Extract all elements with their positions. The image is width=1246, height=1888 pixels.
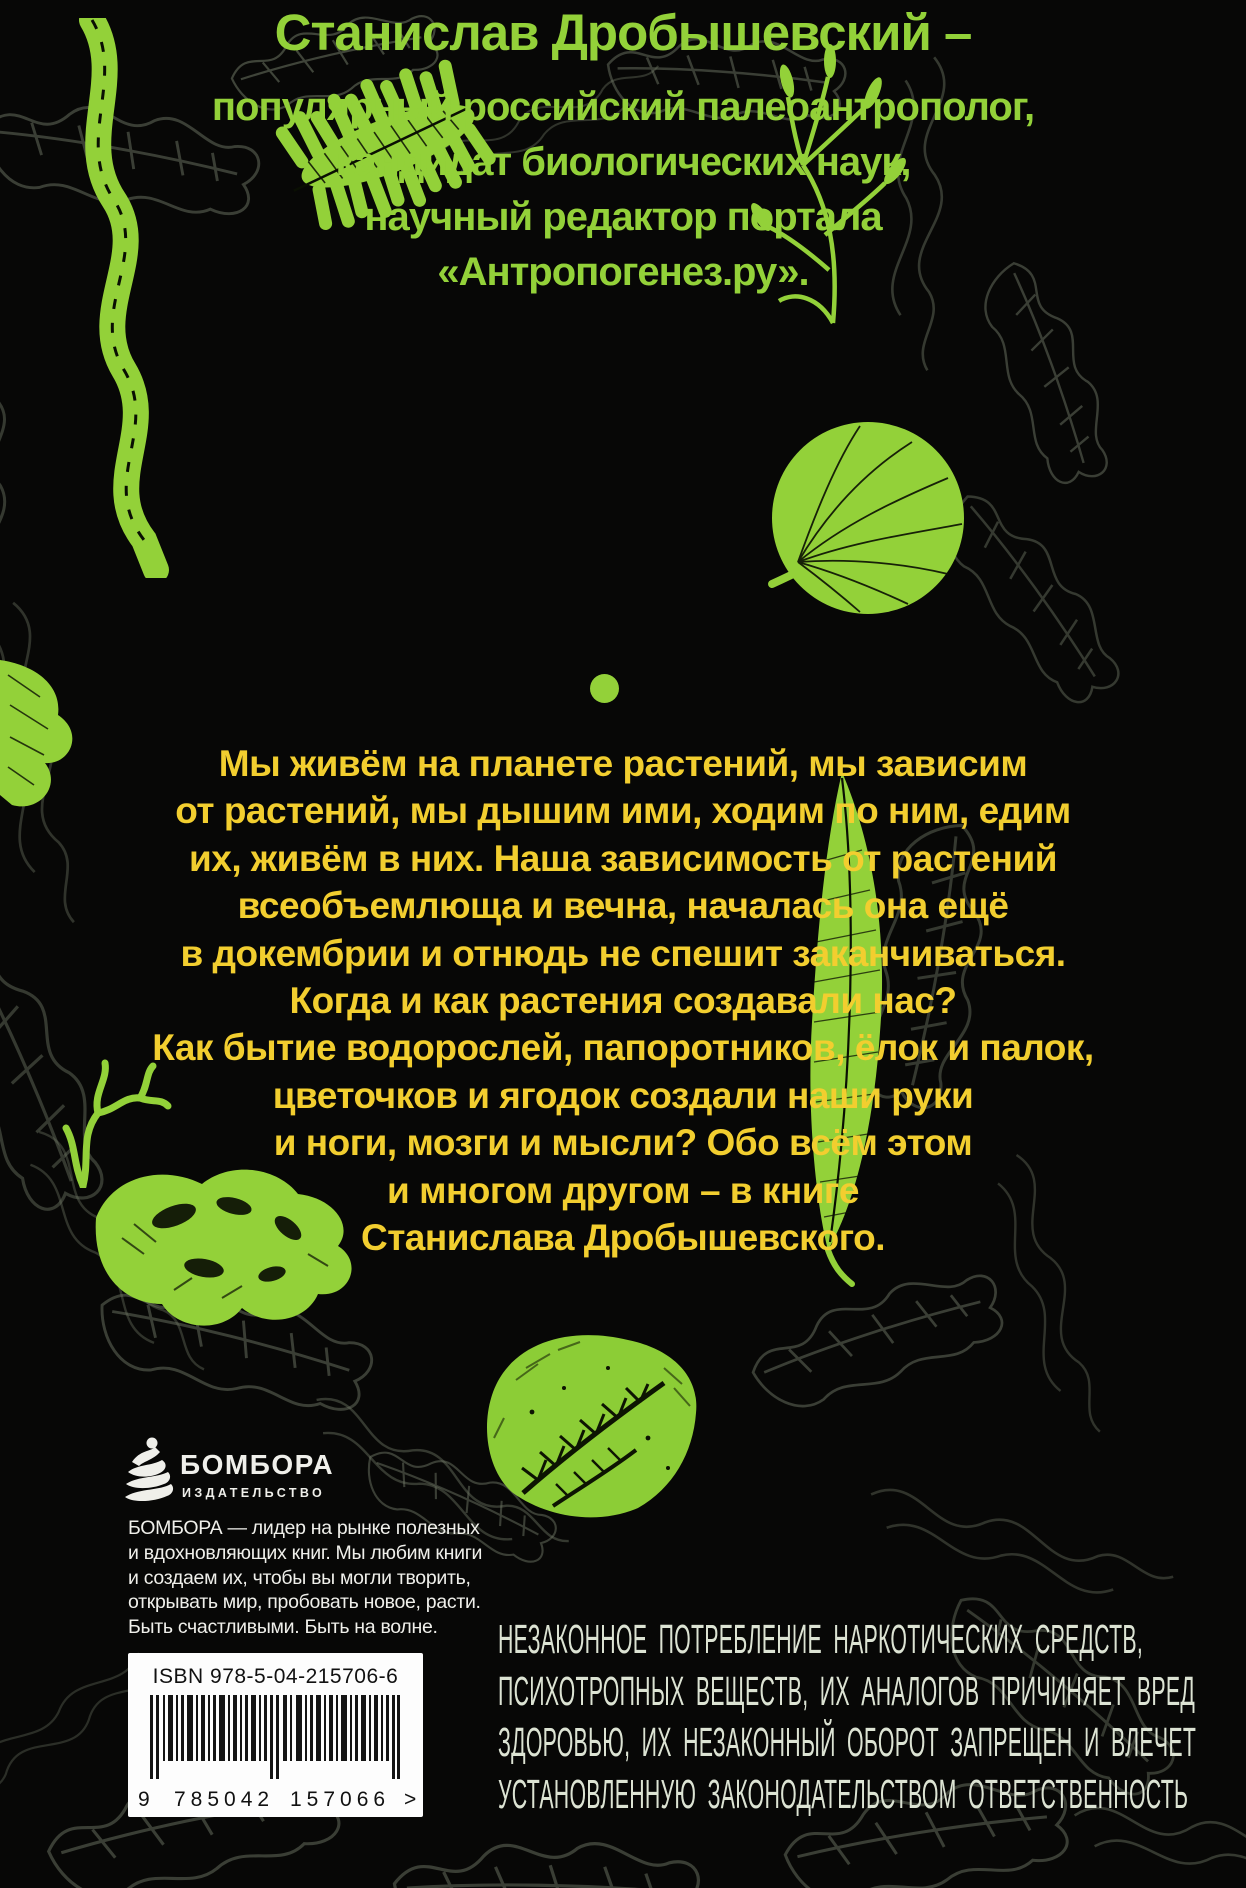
annotation-line: их, живём в них. Наша зависимость от растений: [189, 837, 1057, 879]
annotation-line: Как бытие водорослей, папоротников, ёлок и палок,: [152, 1027, 1094, 1069]
dot-separator-icon: [590, 674, 619, 703]
publisher-description: [128, 1516, 498, 1640]
legal-notice-line: НЕЗАКОННОЕ ПОТРЕБЛЕНИЕ НАРКОТИЧЕСКИХ СРЕДСТВ,: [498, 1616, 1144, 1662]
publisher-description-line: БОМБОРА — лидер на рынке полезных: [128, 1517, 480, 1539]
author-name: Станислав Дробышевский –: [274, 4, 972, 61]
barcode-digit-group: 785042: [174, 1788, 275, 1811]
annotation-line: всеобъемлюща и вечна, началась она ещё: [237, 885, 1009, 927]
publisher-description-line: и создаем их, чтобы вы могли творить,: [128, 1566, 471, 1589]
legal-notice: [498, 1614, 1246, 1820]
bombora-surfer-logo-icon: [122, 1436, 176, 1506]
annotation-line: цветочков и ягодок создали наши руки: [272, 1074, 974, 1116]
annotation-line: Мы живём на планете растений, мы зависим: [218, 743, 1028, 784]
author-credential-line: кандидат биологических наук,: [335, 140, 911, 184]
legal-notice-line: ЗДОРОВЬЮ, ИХ НЕЗАКОННЫЙ ОБОРОТ ЗАПРЕЩЕН И ВЛЕЧЕТ: [498, 1719, 1197, 1765]
publisher-description-line: Быть счастливыми. Быть на волне.: [128, 1616, 438, 1639]
annotation-line: Станислава Дробышевского.: [360, 1217, 886, 1259]
author-credential-line: популярный российский палеоантрополог,: [211, 85, 1035, 129]
annotation-block: [0, 740, 1246, 1261]
publisher-description-line: и вдохновляющих книг. Мы любим книги: [128, 1541, 483, 1564]
isbn-label: ISBN 978-5-04-215706-6: [152, 1665, 399, 1688]
annotation-line: и ноги, мозги и мысли? Обо всём этом: [273, 1122, 973, 1164]
author-credential-line: научный редактор портала: [364, 195, 882, 239]
publisher-name: БОМБОРА: [180, 1449, 335, 1480]
barcode-digit-group: 157066: [290, 1788, 391, 1811]
barcode-digits: [128, 1788, 423, 1812]
publisher-description-line: открывать мир, пробовать новое, расти.: [128, 1591, 481, 1614]
annotation-line: Когда и как растения создавали нас?: [289, 980, 957, 1022]
author-credential-line: «Антропогенез.ру».: [437, 250, 809, 294]
round-leaf-icon: [756, 412, 971, 632]
annotation-line: в докембрии и отнюдь не спешит заканчиваться.: [180, 932, 1066, 974]
barcode-end-mark: >: [404, 1788, 417, 1811]
barcode-icon: [150, 1695, 400, 1787]
legal-notice-line: УСТАНОВЛЕННУЮ ЗАКОНОДАТЕЛЬСТВОМ ОТВЕТСТВЕННОСТЬ: [498, 1770, 1189, 1817]
legal-notice-line: ПСИХОТРОПНЫХ ВЕЩЕСТВ, ИХ АНАЛОГОВ ПРИЧИНЯЕТ ВРЕД: [498, 1667, 1196, 1714]
annotation-line: и многом другом – в книге: [387, 1169, 859, 1211]
barcode-box: [128, 1653, 423, 1817]
publisher-type-label: ИЗДАТЕЛЬСТВО: [182, 1486, 326, 1500]
fossil-stone-icon: [468, 1328, 713, 1528]
barcode-digit-group: 9: [138, 1788, 150, 1811]
annotation-line: от растений, мы дышим ими, ходим по ним, едим: [175, 790, 1071, 832]
author-block: [0, 0, 1246, 300]
